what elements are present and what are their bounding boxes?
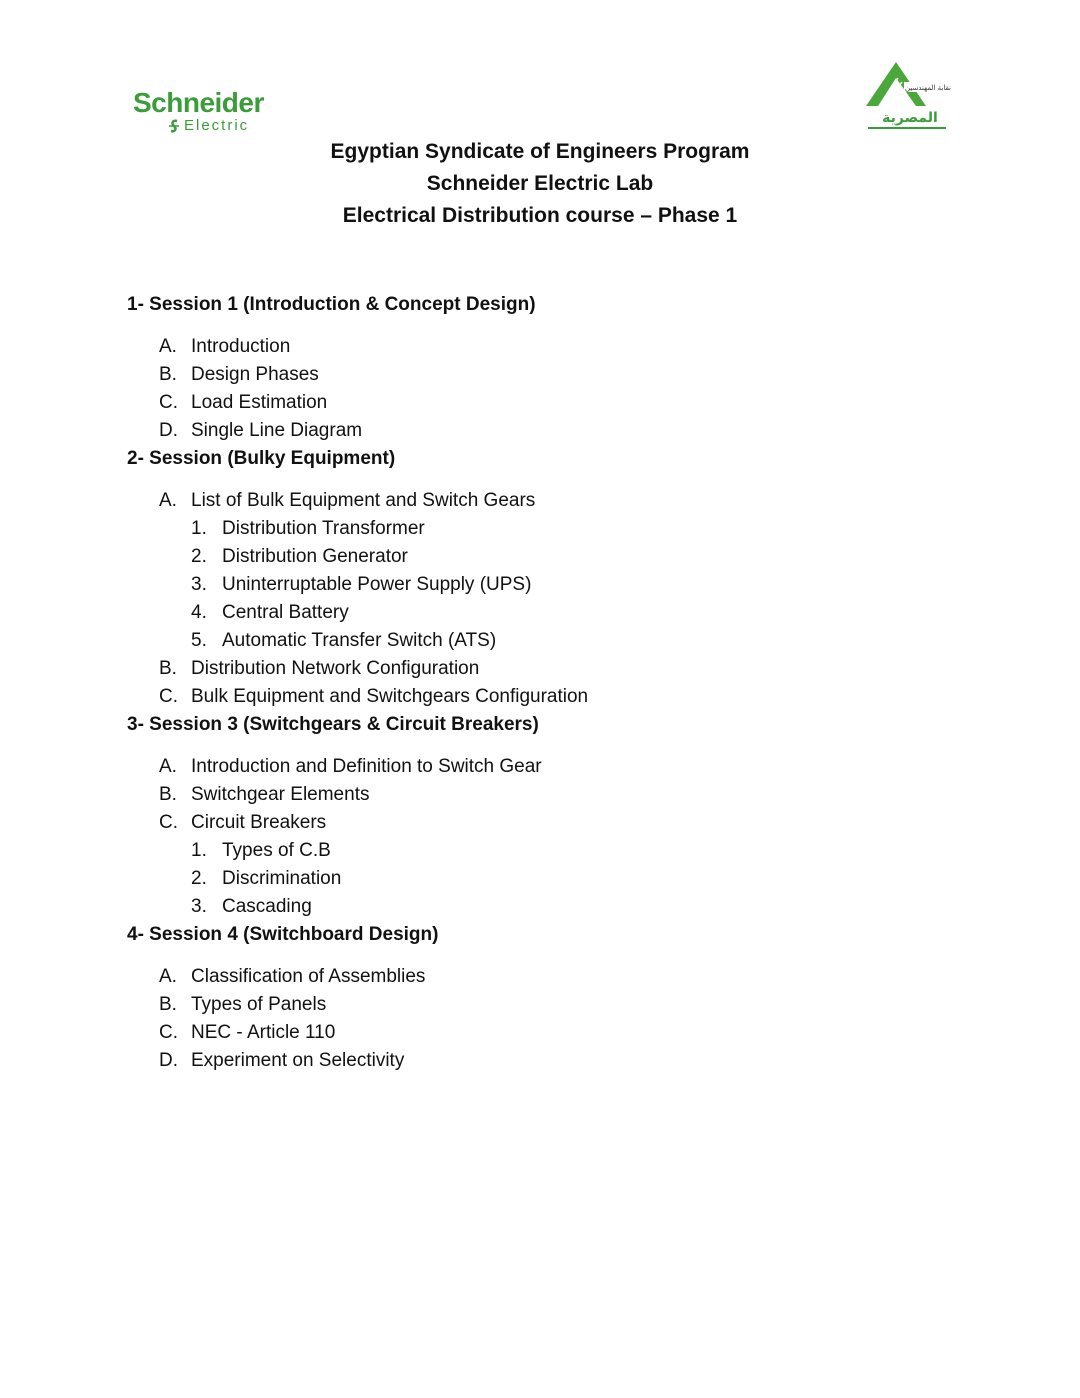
sub-list-marker: 1. bbox=[191, 840, 207, 861]
sub-list-item bbox=[127, 865, 588, 893]
logo-word-schneider: Schneider bbox=[133, 87, 264, 118]
sub-list-marker: 5. bbox=[191, 630, 207, 651]
schneider-mark-icon bbox=[167, 119, 181, 133]
list-item bbox=[127, 333, 588, 361]
sub-list-item-text: Cascading bbox=[222, 896, 312, 917]
list-marker: D. bbox=[159, 420, 178, 441]
sub-list-marker: 3. bbox=[191, 574, 207, 595]
list-item-text: Switchgear Elements bbox=[191, 784, 370, 805]
engineers-syndicate-logo bbox=[862, 58, 952, 132]
list-marker: D. bbox=[159, 1050, 178, 1071]
list-marker: A. bbox=[159, 966, 177, 987]
list-item-text: Load Estimation bbox=[191, 392, 328, 413]
list-item bbox=[127, 781, 588, 809]
list-marker: A. bbox=[159, 490, 177, 511]
list-marker: B. bbox=[159, 364, 177, 385]
list-marker: C. bbox=[159, 392, 178, 413]
sub-list-item bbox=[127, 515, 588, 543]
list-item-text: List of Bulk Equipment and Switch Gears bbox=[191, 490, 536, 511]
list-marker: B. bbox=[159, 784, 177, 805]
list-marker: A. bbox=[159, 336, 177, 357]
sub-list-item-text: Central Battery bbox=[222, 602, 349, 623]
session-heading: 1- Session 1 (Introduction & Concept Design) bbox=[127, 294, 536, 315]
sub-list-item bbox=[127, 543, 588, 571]
sub-list-item bbox=[127, 599, 588, 627]
list-item bbox=[127, 1019, 588, 1047]
list-item bbox=[127, 963, 588, 991]
sub-list-item-text: Discrimination bbox=[222, 868, 342, 889]
sub-list-item-text: Automatic Transfer Switch (ATS) bbox=[222, 630, 497, 651]
list-item bbox=[127, 361, 588, 389]
list-item-text: Circuit Breakers bbox=[191, 812, 327, 833]
title-line: Egyptian Syndicate of Engineers Program bbox=[330, 140, 750, 163]
session-heading: 4- Session 4 (Switchboard Design) bbox=[127, 924, 439, 945]
list-marker: C. bbox=[159, 812, 178, 833]
sub-list-item bbox=[127, 837, 588, 865]
list-item-text: Types of Panels bbox=[191, 994, 327, 1015]
title-line: Schneider Electric Lab bbox=[426, 172, 654, 195]
list-item bbox=[127, 991, 588, 1019]
schneider-electric-logo bbox=[133, 88, 264, 134]
document-titles bbox=[0, 136, 1080, 232]
list-marker: B. bbox=[159, 658, 177, 679]
list-item bbox=[127, 683, 588, 711]
sub-list-item-text: Distribution Transformer bbox=[222, 518, 425, 539]
sub-list-item bbox=[127, 893, 588, 921]
session-heading: 2- Session (Bulky Equipment) bbox=[127, 448, 396, 469]
list-item-text: NEC - Article 110 bbox=[191, 1022, 336, 1043]
list-marker: A. bbox=[159, 756, 177, 777]
sub-list-marker: 2. bbox=[191, 546, 207, 567]
sub-list-item bbox=[127, 627, 588, 655]
sub-list-item-text: Distribution Generator bbox=[222, 546, 408, 567]
logo-word-electric: Electric bbox=[184, 117, 250, 134]
list-item bbox=[127, 809, 588, 837]
list-item bbox=[127, 389, 588, 417]
svg-text:نقابة المهندسين: نقابة المهندسين bbox=[905, 84, 951, 92]
list-item-text: Bulk Equipment and Switchgears Configuration bbox=[191, 686, 589, 707]
sub-list-marker: 3. bbox=[191, 896, 207, 917]
list-marker: B. bbox=[159, 994, 177, 1015]
list-marker: C. bbox=[159, 1022, 178, 1043]
logo-electric-row bbox=[167, 118, 264, 134]
sub-list-item bbox=[127, 571, 588, 599]
title-line: Electrical Distribution course – Phase 1 bbox=[342, 204, 738, 227]
list-item bbox=[127, 753, 588, 781]
list-item bbox=[127, 417, 588, 445]
sub-list-marker: 2. bbox=[191, 868, 207, 889]
sub-list-item-text: Uninterruptable Power Supply (UPS) bbox=[222, 574, 532, 595]
list-item bbox=[127, 487, 588, 515]
session-heading: 3- Session 3 (Switchgears & Circuit Breakers) bbox=[127, 714, 539, 735]
svg-text:المصرية: المصرية bbox=[882, 110, 938, 126]
list-item-text: Introduction and Definition to Switch Gear bbox=[191, 756, 542, 777]
list-item-text: Single Line Diagram bbox=[191, 420, 363, 441]
sub-list-marker: 1. bbox=[191, 518, 207, 539]
list-item-text: Classification of Assemblies bbox=[191, 966, 426, 987]
list-item bbox=[127, 1047, 588, 1075]
sub-list-marker: 4. bbox=[191, 602, 207, 623]
list-item-text: Design Phases bbox=[191, 364, 319, 385]
list-item-text: Introduction bbox=[191, 336, 291, 357]
sub-list-item-text: Types of C.B bbox=[222, 840, 331, 861]
list-item bbox=[127, 655, 588, 683]
list-item-text: Experiment on Selectivity bbox=[191, 1050, 405, 1071]
list-marker: C. bbox=[159, 686, 178, 707]
list-item-text: Distribution Network Configuration bbox=[191, 658, 480, 679]
course-outline bbox=[127, 291, 588, 1075]
